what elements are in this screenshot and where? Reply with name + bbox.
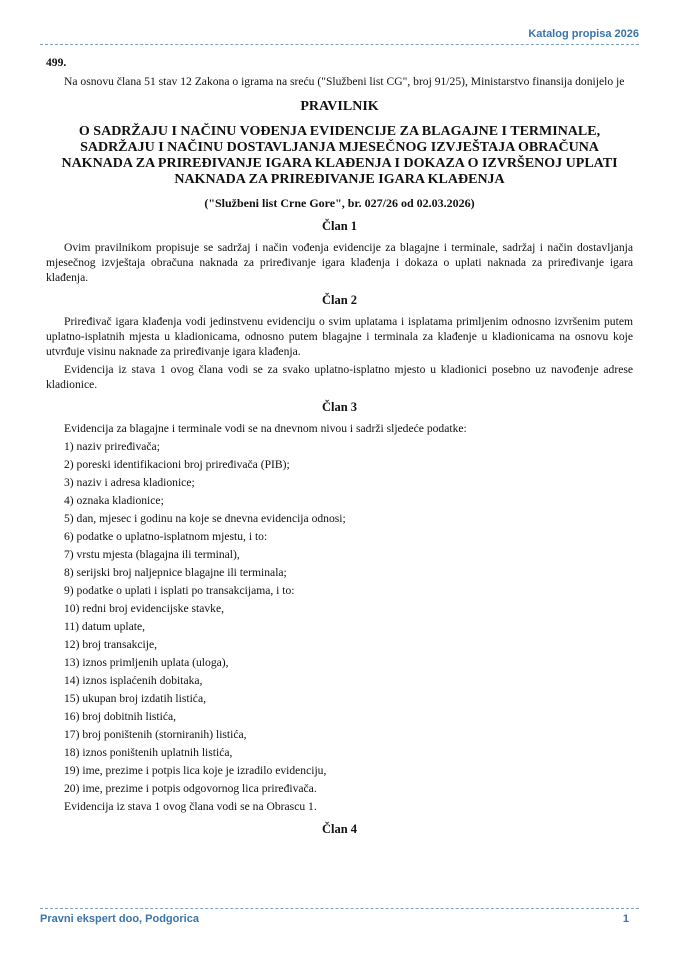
article-3-list bbox=[46, 439, 633, 796]
article-3-heading: Član 3 bbox=[321, 400, 358, 414]
article-3-outro: Evidencija iz stava 1 ovog člana vodi se na Obrascu 1. bbox=[64, 800, 317, 813]
list-item: 18) iznos poništenih uplatnih listića, bbox=[64, 746, 233, 759]
article-3-intro: Evidencija za blagajne i terminale vodi se na dnevnom nivou i sadrži sljedeće podatke: bbox=[64, 422, 467, 435]
article-2-paragraph-2: Evidencija iz stava 1 ovog člana vodi se za svako uplatno-isplatno mjesto u kladionici posebno uz navođenje adrese kladionice. bbox=[46, 363, 633, 391]
list-item: 6) podatke o uplatno-isplatnom mjestu, i to: bbox=[64, 530, 268, 543]
list-item: 7) vrstu mjesta (blagajna ili terminal), bbox=[64, 548, 240, 561]
list-item: 14) iznos isplaćenih dobitaka, bbox=[64, 674, 203, 687]
article-1-heading: Član 1 bbox=[321, 219, 358, 233]
article-2-paragraph-1: Priređivač igara klađenja vodi jedinstvenu evidenciju o svim uplatama i isplatama primljenim odnosno izvršenim putem uplatno-isplatnih mjesta u kladionicama, odnosno putem blagajne i terminala za klađenje u kladionicama na osnovu koje utvrđuje visinu naknade za priređivanje igara klađenja. bbox=[46, 315, 633, 358]
list-item: 15) ukupan broj izdatih listića, bbox=[64, 692, 206, 705]
list-item: 8) serijski broj naljepnice blagajne ili terminala; bbox=[64, 566, 287, 579]
publisher-name: Pravni ekspert doo, Podgorica bbox=[40, 913, 199, 925]
list-item: 12) broj transakcije, bbox=[64, 638, 158, 651]
document-body bbox=[46, 55, 633, 843]
page-header bbox=[40, 28, 639, 48]
list-item: 20) ime, prezime i potpis odgovornog lica priređivača. bbox=[64, 782, 317, 795]
list-item: 3) naziv i adresa kladionice; bbox=[64, 476, 195, 489]
list-item: 5) dan, mjesec i godinu na koje se dnevna evidencija odnosi; bbox=[64, 512, 346, 525]
catalog-title: Katalog propisa 2026 bbox=[528, 28, 639, 40]
list-item: 10) redni broj evidencijske stavke, bbox=[64, 602, 225, 615]
page-number: 1 bbox=[622, 913, 629, 925]
header-divider bbox=[40, 44, 639, 45]
footer-divider bbox=[40, 908, 639, 909]
list-item: 13) iznos primljenih uplata (uloga), bbox=[64, 656, 229, 669]
list-item: 1) naziv priređivača; bbox=[64, 440, 160, 453]
article-2-heading: Član 2 bbox=[321, 293, 358, 307]
article-1-paragraph-1: Ovim pravilnikom propisuje se sadržaj i način vođenja evidencije za blagajne i terminale, sadržaj i način dostavljanja mjesečnog izvještaja obračuna naknada za priređivanje igara klađenja i dokaza o uplati naknada za priređivanje igara klađenja. bbox=[46, 241, 633, 284]
list-item: 4) oznaka kladionice; bbox=[64, 494, 164, 507]
list-item: 9) podatke o uplati i isplati po transakcijama, i to: bbox=[64, 584, 295, 597]
document-title: PRAVILNIK bbox=[300, 99, 379, 114]
page-footer bbox=[40, 908, 639, 925]
document-number: 499. bbox=[46, 56, 67, 69]
article-4-heading: Član 4 bbox=[321, 822, 358, 836]
list-item: 11) datum uplate, bbox=[64, 620, 146, 633]
gazette-reference: ("Službeni list Crne Gore", br. 027/26 od 02.03.2026) bbox=[204, 196, 475, 210]
list-item: 16) broj dobitnih listića, bbox=[64, 710, 177, 723]
list-item: 17) broj poništenih (storniranih) listića, bbox=[64, 728, 247, 741]
list-item: 2) poreski identifikacioni broj priređivača (PIB); bbox=[64, 458, 290, 471]
intro-paragraph: Na osnovu člana 51 stav 12 Zakona o igrama na sreću ("Službeni list CG", broj 91/25), Ministarstvo finansija donijelo je bbox=[64, 75, 625, 88]
document-subtitle: O SADRŽAJU I NAČINU VOĐENJA EVIDENCIJE ZA BLAGAJNE I TERMINALE, SADRŽAJU I NAČINU DOSTAVLJANJA MJESEČNOG IZVJEŠTAJA OBRAČUNA NAKNADA ZA PRIREĐIVANJE IGARA KLAĐENJA I DOKAZA O IZVRŠENOJ UPLATI NAKNADA ZA PRIREĐIVANJE IGARA KLAĐENJA bbox=[61, 124, 618, 187]
list-item: 19) ime, prezime i potpis lica koje je izradilo evidenciju, bbox=[64, 764, 327, 777]
